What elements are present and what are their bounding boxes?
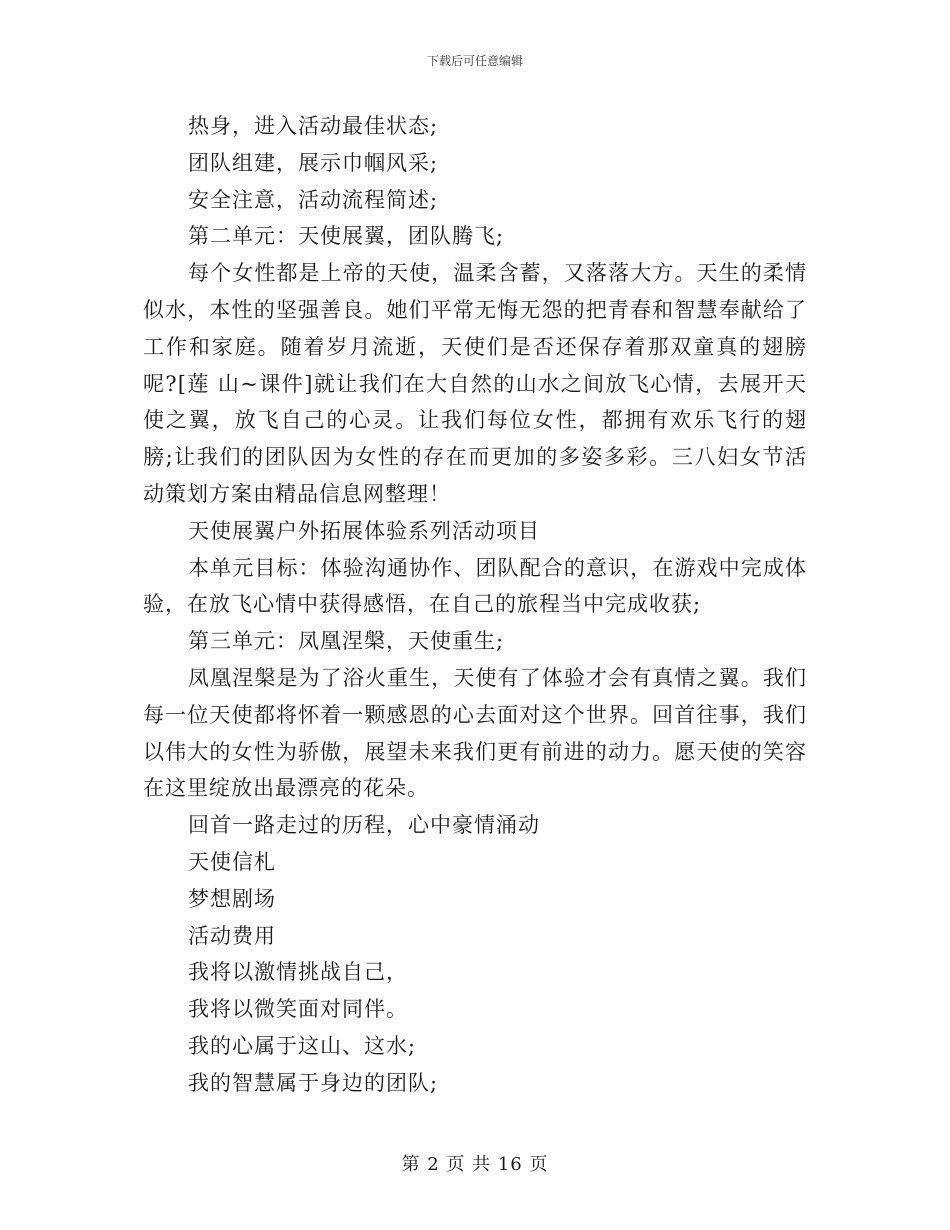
paragraph: 团队组建，展示巾帼风采;	[188, 150, 439, 175]
page-header: 下载后可任意编辑	[426, 54, 523, 68]
paragraph: 天使展翼户外拓展体验系列活动项目	[188, 518, 540, 543]
paragraph: 我的智慧属于身边的团队;	[188, 1070, 439, 1095]
document-body	[143, 108, 807, 1102]
paragraph: 回首一路走过的历程，心中豪情涌动	[188, 813, 540, 838]
paragraph: 热身，进入活动最佳状态;	[188, 114, 439, 138]
paragraph: 每个女性都是上帝的天使，温柔含蓄，又落落大方。天生的柔情似水，本性的坚强善良。她们平常无悔无怨的把青春和智慧奉献给了工作和家庭。随着岁月流逝，天使们是否还保存着那双童真的翅膀呢?[莲 山~课件]就让我们在大自然的山水之间放飞心情，去展开天使之翼，放飞自己的心灵。让我们每位女性，都拥有欢乐飞行的翅膀;让我们的团队因为女性的存在而更加的多姿多彩。三八妇女节活动策划方案由精品信息网整理！	[143, 261, 807, 506]
page-footer: 第 2 页 共 16 页	[401, 1154, 549, 1175]
paragraph: 我的心属于这山、这水;	[188, 1033, 417, 1058]
paragraph: 我将以激情挑战自己，	[188, 960, 408, 985]
paragraph: 凤凰涅槃是为了浴火重生，天使有了体验才会有真情之翼。我们每一位天使都将怀着一颗感恩的心去面对这个世界。回首往事，我们以伟大的女性为骄傲，展望未来我们更有前进的动力。愿天使的笑容在这里绽放出最漂亮的花朵。	[143, 665, 807, 801]
paragraph: 第三单元：凤凰涅槃，天使重生;	[188, 629, 505, 654]
paragraph: 第二单元：天使展翼，团队腾飞;	[188, 224, 505, 249]
paragraph: 活动费用	[188, 923, 276, 948]
paragraph: 梦想剧场	[188, 886, 276, 911]
paragraph: 安全注意，活动流程简述;	[188, 187, 439, 212]
paragraph: 天使信札	[188, 849, 276, 874]
paragraph: 本单元目标：体验沟通协作、团队配合的意识，在游戏中完成体验，在放飞心情中获得感悟，在自己的旅程当中完成收获;	[143, 555, 807, 617]
paragraph: 我将以微笑面对同伴。	[188, 997, 408, 1022]
